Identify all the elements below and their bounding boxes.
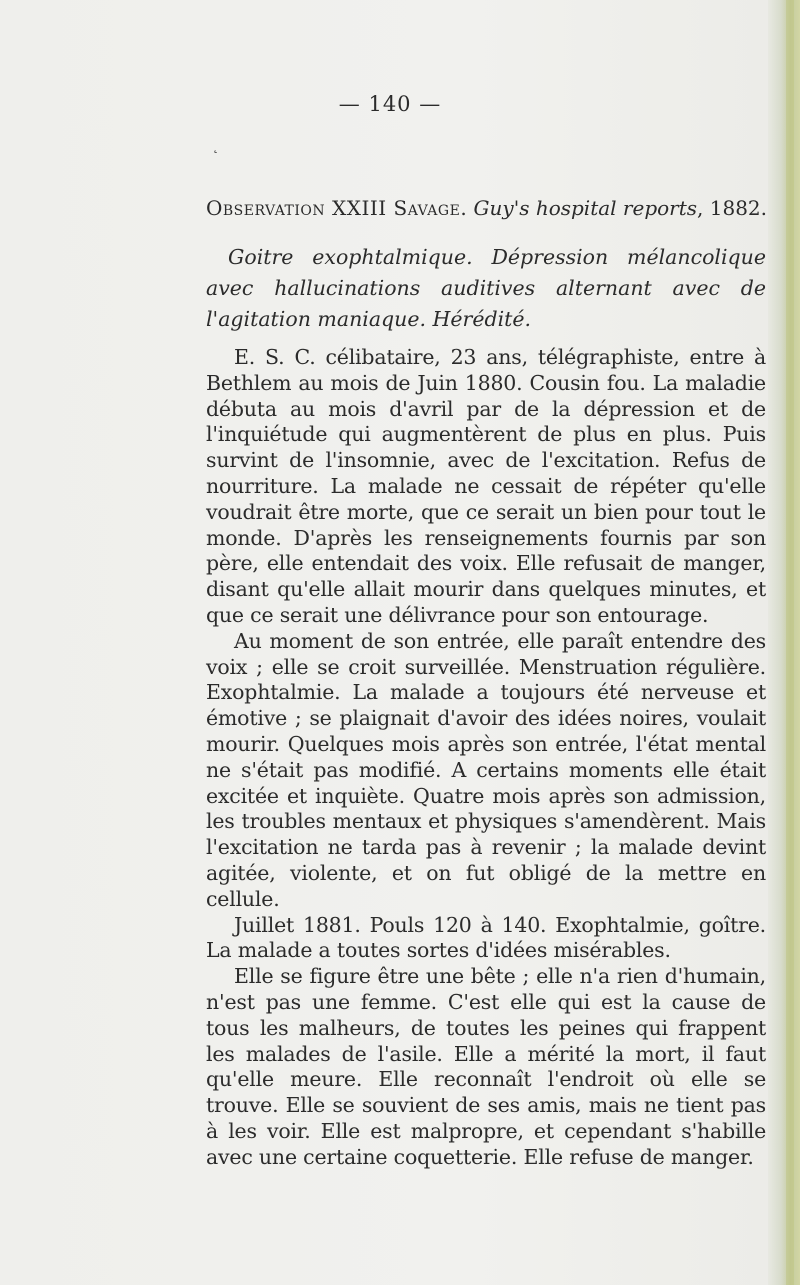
observation-heading bbox=[206, 196, 766, 220]
source-year: , 1882. bbox=[697, 196, 768, 220]
page-edge bbox=[768, 0, 800, 1285]
paragraph: E. S. C. célibataire, 23 ans, télégraphiste, entre à Bethlem au mois de Juin 1880. Cousin fou. La maladie débuta au mois d'avril par de la dépression et de l'inquiétude qui augmentèrent de plus en plus. Puis survint de l'insomnie, avec de l'excitation. Refus de nourriture. La malade ne cessait de répéter qu'elle voudrait être morte, que ce serait un bien pour tout le monde. D'après les renseignements fournis par son père, elle entendait des voix. Elle refusait de manger, disant qu'elle allait mourir dans quelques minutes, et que ce serait une délivrance pour son entourage. bbox=[206, 345, 766, 627]
source-title: Guy's hospital reports bbox=[473, 196, 698, 220]
case-summary: Goitre exophtalmique. Dépression mélancolique avec hallucinations auditives alternant avec de l'agitation maniaque. Hérédité. bbox=[206, 245, 766, 331]
case-body bbox=[206, 345, 766, 1171]
paragraph: Au moment de son entrée, elle paraît entendre des voix ; elle se croit surveillée. Menstruation régulière. Exophtalmie. La malade a toujours été nerveuse et émotive ; se plaignait d'avoir des idées noires, voulait mourir. Quelques mois après son entrée, l'état mental ne s'était pas modifié. A certains moments elle était excitée et inquiète. Quatre mois après son admission, les troubles mentaux et physiques s'amendèrent. Mais l'excitation ne tarda pas à revenir ; la malade devint agitée, violente, et on fut obligé de la mettre en cellule. bbox=[206, 628, 766, 911]
binding-strip bbox=[786, 0, 794, 1285]
ink-mark: ˛ bbox=[212, 138, 219, 154]
page-number: — 140 — bbox=[338, 92, 442, 116]
observation-label: Observation XXIII Savage. bbox=[206, 196, 468, 220]
paragraph: Elle se figure être une bête ; elle n'a rien d'humain, n'est pas une femme. C'est elle qui est la cause de tous les malheurs, de toutes les peines qui frappent les malades de l'asile. Elle a mérité la mort, il faut qu'elle meure. Elle reconnaît l'endroit où elle se trouve. Elle se souvient de ses amis, mais ne tient pas à les voir. Elle est malpropre, et cependant s'habille avec une certaine coquetterie. Elle refuse de manger. bbox=[206, 964, 766, 1169]
paragraph: Juillet 1881. Pouls 120 à 140. Exophtalmie, goître. La malade a toutes sortes d'idées misérables. bbox=[206, 912, 766, 963]
